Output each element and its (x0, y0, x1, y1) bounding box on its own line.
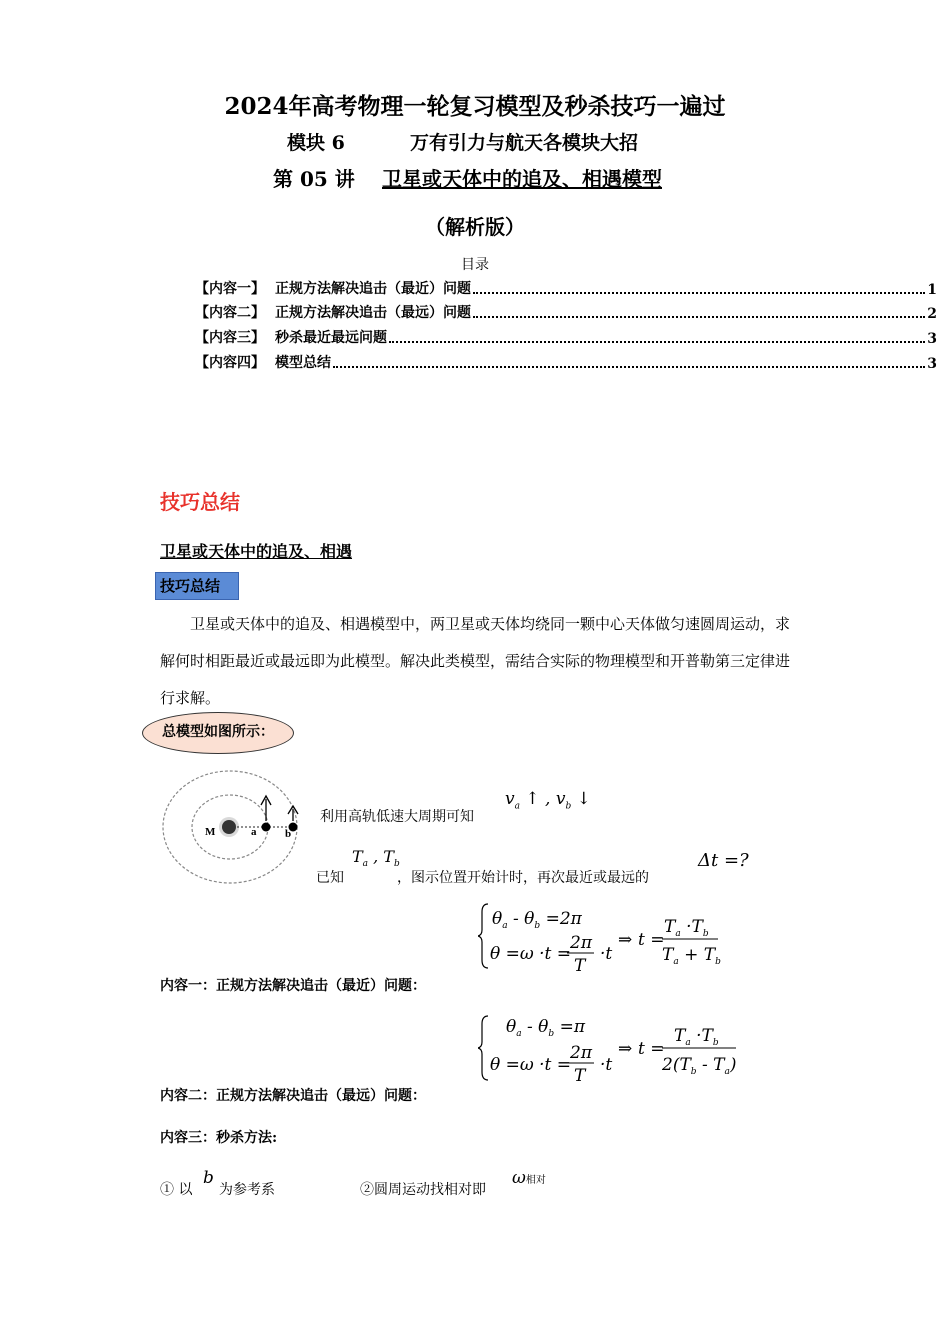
equation-farthest (478, 1010, 740, 1090)
center-label: M (205, 826, 216, 838)
toc-item-page: 3 (927, 331, 937, 347)
svg-text:⇒: ⇒ (618, 930, 633, 950)
toc-item-text: 秒杀最近最远问题 (275, 330, 387, 346)
model-oval-label: 总模型如图所示： (142, 712, 294, 754)
lecture-label: 第 05 讲 (273, 167, 355, 191)
svg-text:θa - θb =π: $\theta_a - \theta_b =\pi$ (506, 1017, 586, 1039)
toc-item[interactable] (195, 302, 937, 322)
toc-item[interactable] (195, 327, 937, 347)
velocity-relation: $v_a$ ↑ , $v_b$ ↓ (505, 789, 591, 812)
toc-item-text: 模型总结 (275, 355, 331, 371)
toc-leader (473, 316, 925, 318)
svg-text:·t: ·t (600, 944, 613, 964)
delta-t-symbol: Δt =? (698, 850, 749, 871)
intro-paragraph: 卫星或天体中的追及、相遇模型中，两卫星或天体均绕同一颗中心天体做匀速圆周运动，求解何时相距最近或最远即为此模型。解决此类模型，需结合实际的物理模型和开普勒第三定律进行求解。 (160, 615, 791, 707)
content-1-label: 内容一：正规方法解决追击（最近）问题： (160, 978, 426, 994)
content-3-label: 内容三：秒杀方法: (160, 1130, 278, 1146)
toc-item[interactable] (195, 278, 937, 298)
toc-item-tag: 【内容一】 (195, 281, 265, 297)
sat-a-label: a (251, 826, 257, 838)
periods-symbol: $T_a$ , $T_b$ (352, 847, 400, 870)
section-heading: 技巧总结 (160, 490, 240, 514)
svg-text:2π: 2π (570, 933, 592, 953)
note-line1: 利用高轨低速大周期可知 (320, 809, 474, 825)
svg-text:θ =ω ·t =: θ =ω ·t = (490, 944, 572, 964)
toc-item-page: 3 (927, 356, 937, 372)
svg-text:T: T (574, 1066, 586, 1086)
svg-text:Ta ·Tb: $T_a \cdot T_b$ (664, 917, 709, 939)
toc-leader (473, 292, 925, 294)
frame-symbol-b: b (203, 1168, 214, 1188)
svg-text:Ta ·Tb: $T_a \cdot T_b$ (674, 1026, 719, 1048)
lecture-name: 卫星或天体中的追及、相遇模型 (382, 167, 662, 191)
svg-text:θ =ω ·t =: θ =ω ·t = (490, 1055, 572, 1075)
svg-text:⇒: ⇒ (618, 1039, 633, 1059)
content-2-label: 内容二：正规方法解决追击（最远）问题： (160, 1088, 426, 1104)
method-1-prefix: ① 以 (160, 1182, 193, 1198)
svg-text:Ta + Tb: $T_a + T_b$ (662, 945, 721, 967)
document-title: 2024年高考物理一轮复习模型及秒杀技巧一遍过 (224, 93, 726, 120)
orbit-diagram (160, 765, 305, 895)
toc-item-tag: 【内容三】 (195, 330, 265, 346)
module-label: 模块 6 (287, 132, 345, 154)
toc-item-tag: 【内容四】 (195, 355, 265, 371)
svg-text:t =: t = (638, 930, 665, 950)
equation-closest (478, 898, 728, 974)
svg-text:·t: ·t (600, 1055, 613, 1075)
svg-text:2(Tb - Ta): $2(T_b - T_a)$ (662, 1055, 737, 1077)
svg-text:2π: 2π (570, 1043, 592, 1063)
version-label: （解析版） (425, 215, 525, 239)
sat-b-label: b (285, 828, 292, 840)
toc-heading: 目录 (461, 257, 489, 273)
toc-item-text: 正规方法解决追击（最近）问题 (275, 281, 471, 297)
toc-item[interactable] (195, 352, 937, 372)
note-line2: ，图示位置开始计时，再次最近或最远的 (397, 870, 649, 886)
method-1-suffix: 为参考系 (219, 1182, 275, 1198)
toc-item-page: 1 (927, 282, 937, 298)
toc-leader (389, 341, 925, 343)
satellite-a (262, 823, 271, 832)
toc-item-page: 2 (927, 306, 937, 322)
svg-text:T: T (574, 956, 586, 974)
module-name: 万有引力与航天各模块大招 (410, 132, 639, 154)
toc-item-text: 正规方法解决追击（最远）问题 (275, 305, 471, 321)
svg-text:θa - θb =2π: $\theta_a - \theta_b =2\pi$ (492, 909, 582, 931)
toc-leader (333, 366, 925, 368)
method-2-text: ②圆周运动找相对即 (360, 1182, 486, 1198)
section-subheading: 卫星或天体中的追及、相遇 (160, 542, 353, 561)
svg-text:t =: t = (638, 1039, 665, 1059)
tip-box-tag: 技巧总结 (155, 572, 239, 600)
note-line2-prefix: 已知 (316, 870, 344, 886)
relative-omega-symbol: ω相对 (512, 1168, 546, 1188)
toc-item-tag: 【内容二】 (195, 305, 265, 321)
